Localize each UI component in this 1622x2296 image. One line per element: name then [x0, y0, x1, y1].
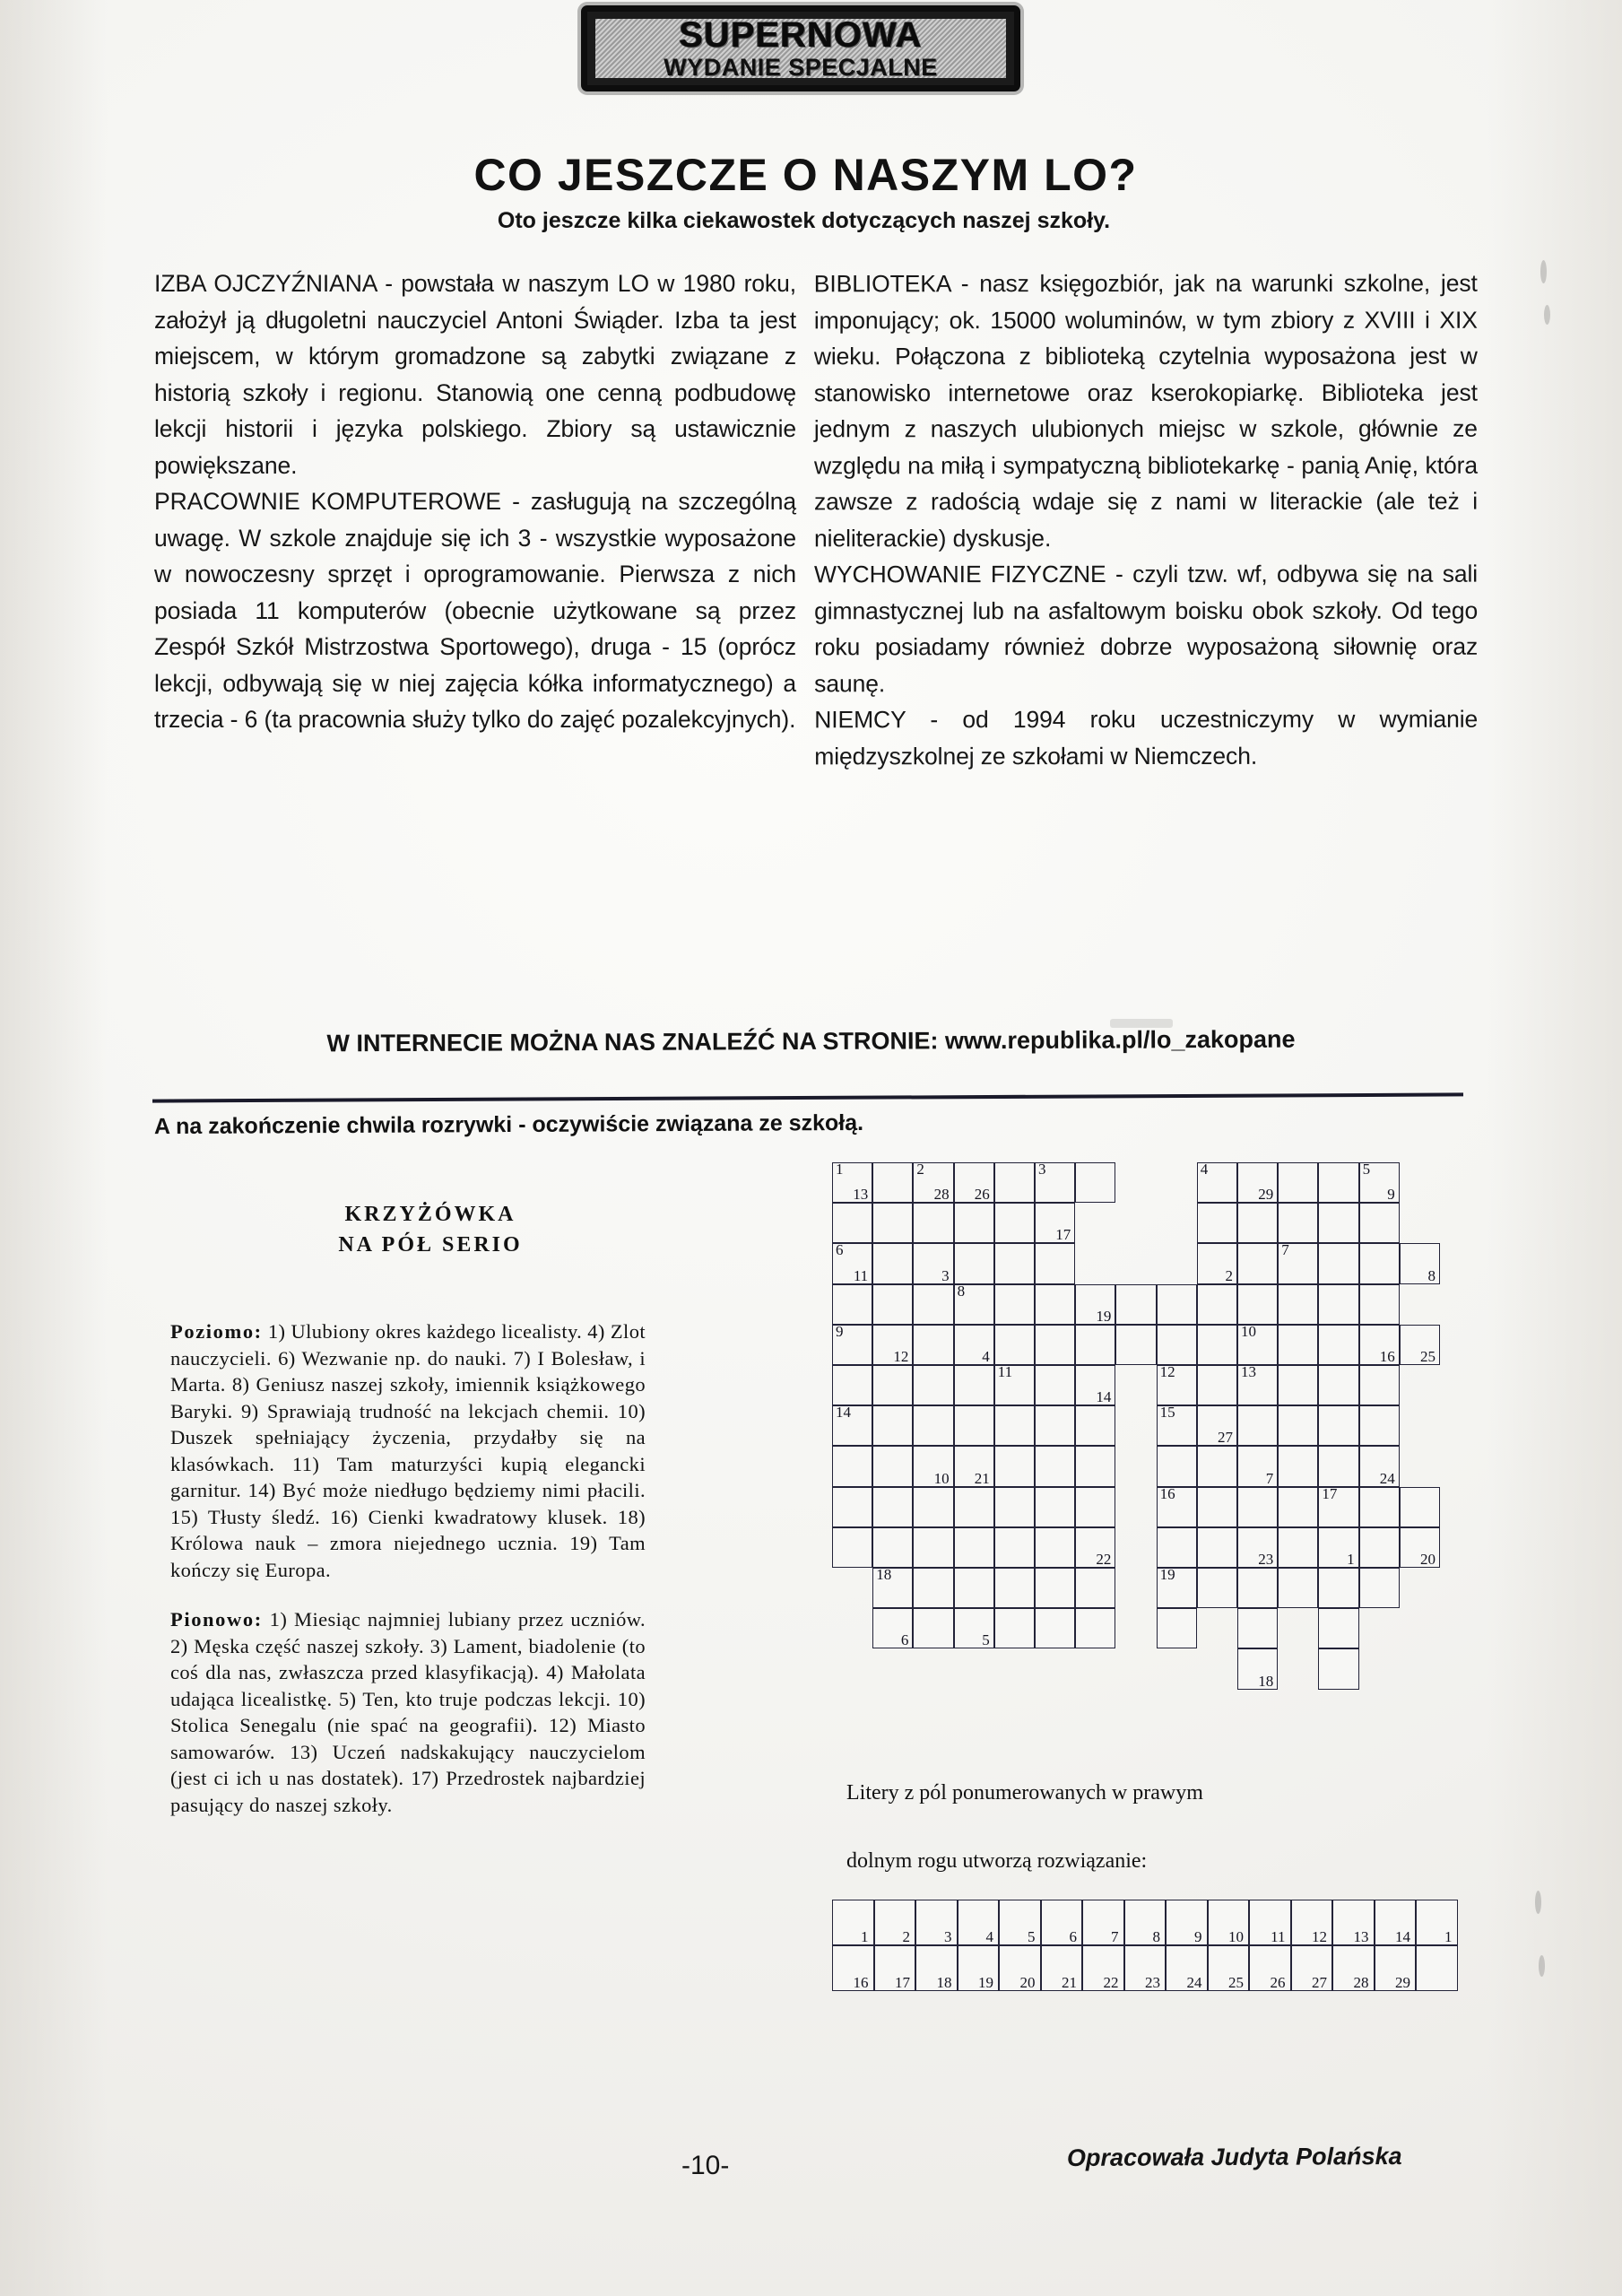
crossword-clue-number: 1	[836, 1161, 844, 1178]
crossword-cell[interactable]	[1318, 1284, 1358, 1325]
crossword-cell[interactable]	[1237, 1322, 1278, 1365]
crossword-cell[interactable]	[954, 1527, 994, 1568]
crossword-cell[interactable]	[994, 1365, 1035, 1405]
crossword-cell[interactable]	[1197, 1284, 1237, 1325]
crossword-letter-number: 26	[974, 1186, 990, 1204]
solution-cell-number: 29	[1395, 1974, 1410, 1991]
crossword-letter-number: 24	[1379, 1469, 1395, 1487]
crossword-cell[interactable]	[913, 1446, 953, 1486]
solution-cell[interactable]	[1082, 1900, 1124, 1945]
crossword-cell[interactable]	[1278, 1405, 1318, 1446]
crossword-letter-number: 8	[1427, 1266, 1436, 1284]
crossword-cell[interactable]	[832, 1487, 872, 1527]
crossword-cell[interactable]	[954, 1405, 994, 1446]
crossword-clue-number: 9	[836, 1322, 844, 1340]
crossword-cell[interactable]	[1197, 1487, 1237, 1527]
masthead-plate	[595, 15, 1006, 81]
crossword-cell[interactable]	[1359, 1446, 1400, 1486]
crossword-letter-number: 2	[1225, 1266, 1233, 1284]
crossword-letter-number: 1	[1347, 1550, 1355, 1568]
crossword-cell[interactable]	[1359, 1203, 1400, 1243]
crossword-cell[interactable]	[1359, 1568, 1400, 1608]
crossword-cell[interactable]	[954, 1284, 994, 1325]
clues-across	[170, 1318, 646, 1583]
crossword-cell[interactable]	[1197, 1203, 1237, 1243]
solution-cell-number: 8	[1152, 1928, 1160, 1945]
crossword-cell[interactable]	[1359, 1325, 1400, 1365]
crossword-cell[interactable]	[1400, 1487, 1440, 1527]
crossword-clue-number: 15	[1159, 1404, 1175, 1422]
crossword-clue-number: 11	[997, 1363, 1013, 1380]
crossword-cell[interactable]	[832, 1162, 872, 1203]
crossword-clue-number: 18	[876, 1566, 892, 1583]
crossword-cell[interactable]	[1318, 1162, 1358, 1203]
crossword-cell[interactable]	[913, 1162, 953, 1203]
crossword-title	[179, 1199, 681, 1260]
crossword-cell[interactable]	[994, 1162, 1035, 1203]
section-tagline: A na zakończenie chwila rozrywki - oczywiście związana ze szkołą.	[153, 1109, 864, 1140]
crossword-cell[interactable]	[954, 1446, 994, 1486]
crossword-cell[interactable]	[872, 1487, 913, 1527]
crossword-cell[interactable]	[1318, 1484, 1358, 1527]
solution-cell[interactable]	[832, 1900, 874, 1945]
crossword-cell[interactable]	[1318, 1405, 1358, 1446]
crossword-cell[interactable]	[1035, 1243, 1075, 1283]
crossword-cell[interactable]	[832, 1365, 872, 1405]
crossword-letter-number: 23	[1258, 1550, 1274, 1568]
crossword-letter-number: 22	[1096, 1550, 1112, 1568]
solution-cell[interactable]	[999, 1900, 1041, 1945]
solution-cell-number: 20	[1019, 1974, 1036, 1991]
scan-speckle	[1539, 1955, 1545, 1977]
solution-cell[interactable]	[1375, 1945, 1417, 1991]
crossword-cell[interactable]	[913, 1325, 953, 1365]
solution-cell[interactable]	[1291, 1900, 1333, 1945]
crossword-clue-number: 3	[1038, 1161, 1046, 1178]
crossword-cell[interactable]	[1237, 1405, 1278, 1446]
article-paragraph: BIBLIOTEKA - nasz księgozbiór, jak na warunki szkolne, jest imponujący; ok. 15000 woluminów, w tym zbiory z XVIII i XIX wieku. Połączona z biblioteką czytelnia wyposażona jest w stanowisko internetowe oraz kserokopiarkę. Biblioteka jest jednym z naszych ulubionych miejsc w szkole, głównie ze względu na miłą i sympatyczną bibliotekarkę - panią Anię, która zawsze z radością wdaje się z nami w literackie (ale też i nieliterackie) dyskusje.	[813, 269, 1478, 552]
solution-cell-number: 27	[1312, 1974, 1327, 1991]
crossword-clue-number: 16	[1159, 1484, 1175, 1502]
solution-cell-number: 10	[1228, 1928, 1244, 1945]
author-credit: Opracowała Judyta Polańska	[1066, 2143, 1402, 2171]
solution-cell-number: 13	[1353, 1928, 1369, 1945]
article-paragraph: NIEMCY - od 1994 roku uczestniczymy w wymianie międzyszkolnej ze szkołami w Niemczech.	[814, 705, 1479, 770]
page-number: -10-	[681, 2151, 730, 2180]
solution-cell[interactable]	[874, 1900, 916, 1945]
crossword-cell[interactable]	[1278, 1568, 1318, 1608]
crossword-cell[interactable]	[832, 1322, 872, 1365]
crossword-cell[interactable]	[1237, 1203, 1278, 1243]
solution-cell[interactable]	[1041, 1900, 1083, 1945]
crossword-letter-number: 7	[1265, 1469, 1274, 1487]
crossword-clue-number: 4	[1200, 1161, 1209, 1178]
crossword-cell[interactable]	[1197, 1325, 1237, 1365]
crossword-cell[interactable]	[1237, 1487, 1278, 1527]
crossword-cell[interactable]	[994, 1608, 1035, 1648]
solution-cell-number: 3	[944, 1928, 952, 1945]
crossword-cell[interactable]	[1157, 1608, 1197, 1648]
crossword-cell[interactable]	[954, 1608, 994, 1648]
crossword-cell[interactable]	[954, 1365, 994, 1405]
masthead-subtitle: WYDANIE SPECJALNE	[664, 54, 938, 81]
crossword-cell[interactable]	[1115, 1284, 1156, 1325]
solution-cell[interactable]	[1416, 1945, 1458, 1991]
crossword-cell[interactable]	[954, 1243, 994, 1283]
crossword-cell[interactable]	[872, 1325, 913, 1365]
solution-cell-number: 22	[1103, 1974, 1119, 1991]
crossword-cell[interactable]	[1359, 1365, 1400, 1405]
solution-note-line2: dolnym rogu utworzą rozwiązanie:	[846, 1849, 1148, 1873]
crossword-clue-number: 6	[836, 1241, 844, 1259]
crossword-letter-number: 27	[1217, 1429, 1233, 1447]
article-column-left	[154, 265, 796, 738]
solution-cell-number: 16	[853, 1974, 869, 1991]
crossword-cell[interactable]	[954, 1325, 994, 1365]
crossword-cell[interactable]	[1237, 1648, 1278, 1689]
crossword-cell[interactable]	[954, 1203, 994, 1243]
crossword-cell[interactable]	[994, 1405, 1035, 1446]
scan-speckle	[1540, 260, 1547, 283]
solution-cell-number: 7	[1111, 1928, 1119, 1945]
solution-cell-number: 11	[1271, 1928, 1286, 1945]
solution-cell[interactable]	[1416, 1900, 1458, 1945]
website-line: W INTERNECIE MOŻNA NAS ZNALEŹĆ NA STRONIE: www.republika.pl/lo_zakopane	[326, 1025, 1296, 1057]
solution-cell[interactable]	[1332, 1900, 1375, 1945]
crossword-cell[interactable]	[1157, 1405, 1197, 1446]
crossword-cell[interactable]	[913, 1405, 953, 1446]
crossword-clue-number: 17	[1322, 1484, 1338, 1502]
crossword-cell[interactable]	[872, 1162, 913, 1203]
crossword-cell[interactable]	[1157, 1568, 1197, 1608]
crossword-cell[interactable]	[913, 1243, 953, 1283]
crossword-cell[interactable]	[1157, 1325, 1197, 1365]
solution-cell-number: 6	[1069, 1928, 1077, 1945]
solution-cell[interactable]	[874, 1945, 916, 1991]
crossword-cell[interactable]	[1035, 1284, 1075, 1325]
crossword-clue-number: 5	[1362, 1161, 1371, 1178]
horizontal-divider	[152, 1092, 1463, 1102]
crossword-cell[interactable]	[1075, 1487, 1115, 1527]
crossword-cell[interactable]	[1197, 1243, 1237, 1283]
crossword-clues	[170, 1318, 646, 1841]
crossword-cell[interactable]	[832, 1446, 872, 1486]
crossword-cell[interactable]	[994, 1446, 1035, 1486]
crossword-cell[interactable]	[1318, 1243, 1358, 1283]
solution-cell[interactable]	[1166, 1900, 1208, 1945]
crossword-cell[interactable]	[1359, 1243, 1400, 1283]
crossword-letter-number: 5	[982, 1631, 990, 1649]
solution-note-line1: Litery z pól ponumerowanych w prawym	[846, 1781, 1203, 1805]
crossword-letter-number: 9	[1387, 1186, 1395, 1204]
solution-cell[interactable]	[1208, 1900, 1250, 1945]
crossword-cell[interactable]	[1278, 1365, 1318, 1405]
crossword-cell[interactable]	[832, 1243, 872, 1283]
crossword-letter-number: 17	[1055, 1226, 1071, 1244]
crossword-cell[interactable]	[1237, 1446, 1278, 1486]
crossword-cell[interactable]	[1318, 1648, 1358, 1689]
crossword-cell[interactable]	[1197, 1527, 1237, 1568]
crossword-cell[interactable]	[1400, 1243, 1440, 1283]
solution-cell-number: 9	[1194, 1928, 1202, 1945]
crossword-cell[interactable]	[1035, 1487, 1075, 1527]
solution-cell-number: 2	[902, 1928, 910, 1945]
crossword-cell[interactable]	[1035, 1325, 1075, 1365]
clues-across-text: 1) Ulubiony okres każdego licealisty. 4) Zlot nauczycieli. 6) Wezwanie np. do nauki. 7) I Bolesław, i Marta. 8) Geniusz naszej szkoły, imiennik książkowego Baryki. 9) Sprawiają trudność na lekcjach chemii. 10) Duszek spełniający życzenia, przydałby się na klasówkach. 11) Tam maturzyści kupią elegancki garnitur. 14) Być może niedługo będziemy nimi płacili. 15) Tłusty śledź. 16) Cienki kwadratowy klusek. 18) Królowa nauk – zmora niejednego ucznia. 19) Tam kończy się Europa.	[170, 1320, 646, 1581]
crossword-cell[interactable]	[1318, 1568, 1358, 1608]
crossword-cell[interactable]	[1035, 1203, 1075, 1243]
crossword-cell[interactable]	[1197, 1568, 1237, 1608]
crossword-cell[interactable]	[1075, 1527, 1115, 1568]
crossword-cell[interactable]	[954, 1162, 994, 1203]
crossword-cell[interactable]	[1400, 1325, 1440, 1365]
solution-cell[interactable]	[1124, 1945, 1167, 1991]
masthead-banner	[581, 5, 1020, 91]
crossword-letter-number: 4	[982, 1347, 990, 1365]
crossword-cell[interactable]	[1237, 1365, 1278, 1405]
solution-cell-number: 12	[1312, 1928, 1327, 1945]
crossword-cell[interactable]	[872, 1284, 913, 1325]
crossword-cell[interactable]	[1318, 1446, 1358, 1486]
solution-cell[interactable]	[1208, 1945, 1250, 1991]
crossword-cell[interactable]	[1035, 1527, 1075, 1568]
scan-speckle	[1110, 1019, 1173, 1028]
crossword-cell[interactable]	[1278, 1325, 1318, 1365]
solution-cell-number: 4	[985, 1928, 993, 1945]
crossword-cell[interactable]	[1318, 1325, 1358, 1365]
crossword-cell[interactable]	[872, 1365, 913, 1405]
crossword-cell[interactable]	[832, 1405, 872, 1446]
solution-cell[interactable]	[915, 1945, 958, 1991]
solution-cell-number: 28	[1353, 1974, 1369, 1991]
crossword-cell[interactable]	[994, 1243, 1035, 1283]
crossword-cell[interactable]	[1035, 1162, 1075, 1203]
crossword-cell[interactable]	[1035, 1405, 1075, 1446]
clues-down-text: 1) Miesiąc najmniej lubiany przez uczniów. 2) Męska część naszej szkoły. 3) Lament, biadolenie (to coś dla nas, zwłaszcza przed klasyfikacją). 4) Małolata udająca licealistkę. 5) Ten, kto truje podczas lekcji. 10) Stolica Senegalu (nie spać na geografii). 12) Miasto samowarów. 13) Uczeń nadskakujący nauczycielom (jest ci ich u nas dostatek). 17) Przedrostek najbardziej pasujący do naszej szkoły.	[170, 1608, 646, 1816]
crossword-cell[interactable]	[872, 1405, 913, 1446]
crossword-cell[interactable]	[913, 1568, 953, 1608]
crossword-letter-number: 10	[933, 1469, 950, 1487]
scan-speckle	[1544, 305, 1550, 325]
solution-cell-number: 21	[1062, 1974, 1077, 1991]
crossword-letter-number: 3	[941, 1266, 950, 1284]
crossword-cell[interactable]	[954, 1568, 994, 1608]
crossword-cell[interactable]	[1075, 1325, 1115, 1365]
crossword-letter-number: 29	[1258, 1186, 1274, 1204]
crossword-cell[interactable]	[1278, 1203, 1318, 1243]
crossword-clue-number: 10	[1241, 1322, 1256, 1340]
crossword-cell[interactable]	[1318, 1203, 1358, 1243]
solution-cell-number: 18	[936, 1974, 952, 1991]
crossword-cell[interactable]	[1035, 1568, 1075, 1608]
crossword-cell[interactable]	[1035, 1446, 1075, 1486]
solution-cell[interactable]	[958, 1945, 1000, 1991]
solution-cell-number: 23	[1145, 1974, 1160, 1991]
crossword-cell[interactable]	[1359, 1405, 1400, 1446]
crossword-cell[interactable]	[1237, 1608, 1278, 1648]
crossword-cell[interactable]	[832, 1284, 872, 1325]
solution-cell[interactable]	[1166, 1945, 1208, 1991]
crossword-cell[interactable]	[832, 1203, 872, 1243]
crossword-letter-number: 13	[853, 1186, 869, 1204]
masthead-title: SUPERNOWA	[679, 15, 923, 55]
solution-cell[interactable]	[1249, 1900, 1291, 1945]
crossword-cell[interactable]	[1197, 1446, 1237, 1486]
crossword-clue-number: 8	[957, 1282, 966, 1300]
crossword-title-line2: NA PÓŁ SERIO	[338, 1233, 523, 1257]
crossword-cell[interactable]	[1075, 1405, 1115, 1446]
clues-down-label: Pionowo:	[170, 1608, 263, 1631]
crossword-cell[interactable]	[1359, 1284, 1400, 1325]
crossword-clue-number: 13	[1241, 1363, 1256, 1380]
crossword-cell[interactable]	[1075, 1568, 1115, 1608]
crossword-letter-number: 12	[893, 1347, 909, 1365]
crossword-cell[interactable]	[913, 1284, 953, 1325]
crossword-cell[interactable]	[1035, 1608, 1075, 1648]
article-right-body	[814, 265, 1478, 775]
article-paragraph: PRACOWNIE KOMPUTEROWE - zasługują na szczególną uwagę. W szkole znajduje się ich 3 - wszystkie wyposażone w nowoczesny sprzęt i oprogramowanie. Pierwsza z nich posiada 11 komputerów (obecnie użytkowane są przez Zespół Szkół Mistrzostwa Sportowego), druga - 15 (oprócz lekcji, odbywają się w niej zajęcia kółka informatycznego) a trzecia - 6 (ta pracownia służy tylko do zajęć pozalekcyjnych).	[154, 488, 796, 733]
crossword-cell[interactable]	[1157, 1484, 1197, 1527]
solution-cell[interactable]	[1249, 1945, 1291, 1991]
crossword-cell[interactable]	[1278, 1243, 1318, 1283]
solution-cell-number: 19	[978, 1974, 993, 1991]
crossword-letter-number: 28	[933, 1186, 950, 1204]
crossword-clue-number: 7	[1281, 1241, 1289, 1259]
crossword-cell[interactable]	[1278, 1446, 1318, 1486]
crossword-cell[interactable]	[872, 1608, 913, 1648]
crossword-cell[interactable]	[1197, 1365, 1237, 1405]
crossword-cell[interactable]	[832, 1527, 872, 1568]
solution-cell[interactable]	[958, 1900, 1000, 1945]
crossword-title-line1: KRZYŻÓWKA	[344, 1203, 516, 1226]
crossword-cell[interactable]	[1359, 1487, 1400, 1527]
crossword-cell[interactable]	[954, 1487, 994, 1527]
solution-cell[interactable]	[1082, 1945, 1124, 1991]
solution-cell[interactable]	[915, 1900, 958, 1945]
crossword-cell[interactable]	[872, 1203, 913, 1243]
clues-down	[170, 1606, 646, 1818]
crossword-cell[interactable]	[1157, 1446, 1197, 1486]
crossword-cell[interactable]	[1197, 1405, 1237, 1446]
solution-cell[interactable]	[999, 1945, 1041, 1991]
solution-cell[interactable]	[832, 1945, 874, 1991]
crossword-cell[interactable]	[1075, 1162, 1115, 1203]
crossword-cell[interactable]	[1359, 1527, 1400, 1568]
crossword-cell[interactable]	[1237, 1568, 1278, 1608]
crossword-cell[interactable]	[872, 1243, 913, 1283]
crossword-cell[interactable]	[1197, 1162, 1237, 1203]
crossword-cell[interactable]	[1278, 1284, 1318, 1325]
crossword-cell[interactable]	[1318, 1365, 1358, 1405]
crossword-cell[interactable]	[1400, 1527, 1440, 1568]
crossword-cell[interactable]	[994, 1568, 1035, 1608]
crossword-cell[interactable]	[1075, 1284, 1115, 1325]
crossword-cell[interactable]	[1237, 1284, 1278, 1325]
article-paragraph: WYCHOWANIE FIZYCZNE - czyli tzw. wf, odbywa się na sali gimnastycznej lub na asfaltowym boisku obok szkoły. Od tego roku posiadamy również dobrze wyposażoną siłownię oraz saunę.	[814, 560, 1479, 697]
crossword-cell[interactable]	[913, 1365, 953, 1405]
crossword-cell[interactable]	[1278, 1527, 1318, 1568]
crossword-cell[interactable]	[1237, 1243, 1278, 1283]
solution-cell-number: 1	[1444, 1928, 1453, 1945]
crossword-cell[interactable]	[1075, 1365, 1115, 1405]
crossword-cell[interactable]	[1035, 1365, 1075, 1405]
crossword-cell[interactable]	[913, 1203, 953, 1243]
solution-cell-number: 5	[1028, 1928, 1036, 1945]
crossword-cell[interactable]	[1157, 1284, 1197, 1325]
crossword-cell[interactable]	[1075, 1446, 1115, 1486]
crossword-letter-number: 6	[900, 1631, 909, 1649]
crossword-letter-number: 11	[853, 1266, 869, 1284]
crossword-clue-number: 19	[1159, 1566, 1175, 1583]
crossword-letter-number: 19	[1096, 1307, 1112, 1325]
crossword-cell[interactable]	[1115, 1325, 1156, 1365]
crossword-cell[interactable]	[994, 1487, 1035, 1527]
solution-cell[interactable]	[1041, 1945, 1083, 1991]
crossword-cell[interactable]	[913, 1487, 953, 1527]
crossword-cell[interactable]	[1237, 1527, 1278, 1568]
crossword-cell[interactable]	[872, 1527, 913, 1568]
crossword-cell[interactable]	[1157, 1527, 1197, 1568]
crossword-cell[interactable]	[1278, 1487, 1318, 1527]
solution-cell-number: 26	[1270, 1974, 1286, 1991]
solution-cell[interactable]	[1291, 1945, 1333, 1991]
solution-cell-number: 14	[1395, 1928, 1410, 1945]
crossword-cell[interactable]	[994, 1203, 1035, 1243]
crossword-cell[interactable]	[872, 1446, 913, 1486]
crossword-cell[interactable]	[913, 1527, 953, 1568]
solution-cell[interactable]	[1375, 1900, 1417, 1945]
crossword-cell[interactable]	[994, 1325, 1035, 1365]
solution-cell[interactable]	[1332, 1945, 1375, 1991]
crossword-letter-number: 25	[1419, 1347, 1436, 1365]
article-paragraph: IZBA OJCZYŹNIANA - powstała w naszym LO w 1980 roku, założył ją długoletni nauczyciel Antoni Świąder. Izba ta jest miejscem, w którym gromadzone są zabytki związane z historią szkoły i regionu. Stanowią one cenną podbudowę lekcji historii i języka polskiego. Zbiory są ustawicznie powiększane.	[154, 270, 796, 479]
solution-cell-number: 25	[1228, 1974, 1244, 1991]
crossword-cell[interactable]	[1318, 1608, 1358, 1648]
solution-cell-number: 24	[1186, 1974, 1202, 1991]
article-left-body	[154, 265, 796, 738]
crossword-clue-number: 2	[916, 1161, 924, 1178]
solution-cell[interactable]	[1124, 1900, 1167, 1945]
crossword-cell[interactable]	[1157, 1365, 1197, 1405]
crossword-letter-number: 14	[1096, 1388, 1112, 1406]
crossword-letter-number: 20	[1419, 1550, 1436, 1568]
article-column-right	[814, 265, 1478, 775]
crossword-cell[interactable]	[994, 1527, 1035, 1568]
solution-cell-number: 1	[861, 1928, 869, 1945]
crossword-cell[interactable]	[872, 1568, 913, 1608]
crossword-cell[interactable]	[1318, 1527, 1358, 1568]
crossword-cell[interactable]	[1237, 1162, 1278, 1203]
crossword-cell[interactable]	[1278, 1162, 1318, 1203]
page-title: CO JESZCZE O NASZYM LO?	[473, 150, 1138, 200]
solution-cell-number: 17	[895, 1974, 910, 1991]
crossword-grid[interactable]	[832, 1162, 1496, 1736]
crossword-cell[interactable]	[1075, 1608, 1115, 1648]
crossword-cell[interactable]	[913, 1608, 953, 1648]
scan-speckle	[1535, 1891, 1541, 1914]
crossword-clue-number: 12	[1159, 1363, 1175, 1380]
page-subtitle: Oto jeszcze kilka ciekawostek dotyczących naszej szkoły.	[497, 208, 1111, 233]
crossword-letter-number: 16	[1379, 1347, 1395, 1365]
clues-across-label: Poziomo:	[170, 1320, 263, 1343]
crossword-letter-number: 21	[974, 1469, 990, 1487]
crossword-cell[interactable]	[994, 1284, 1035, 1325]
crossword-cell[interactable]	[1359, 1162, 1400, 1203]
crossword-letter-number: 18	[1258, 1672, 1274, 1690]
crossword-clue-number: 14	[836, 1404, 851, 1422]
